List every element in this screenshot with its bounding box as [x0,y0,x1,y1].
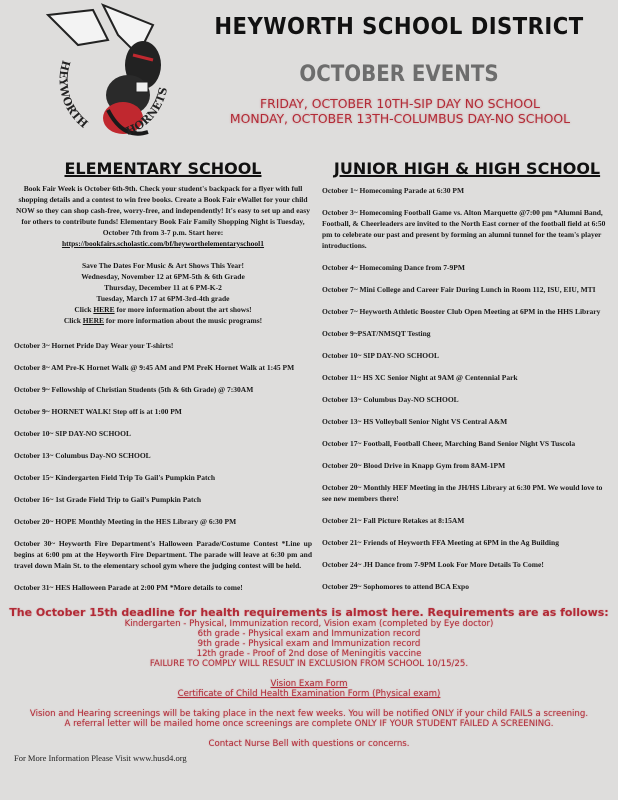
elementary-events-list [14,340,312,593]
event-item: October 13~ Columbus Day-NO SCHOOL [322,395,459,404]
book-fair-intro [14,183,312,249]
art-info-line: Click HERE for more information about the art shows! [74,305,252,314]
elementary-column [14,158,312,604]
show-dates [14,260,312,326]
page-subtitle: OCTOBER EVENTS [299,62,499,87]
heyworth-hornets-logo [18,0,188,150]
page-header [0,0,618,158]
physical-exam-form-link[interactable]: Certificate of Child Health Examination Form (Physical exam) [177,689,441,699]
event-item: October 10~ SIP DAY-NO SCHOOL [322,351,439,360]
health-requirements [8,606,610,749]
event-item: October 8~ AM Pre-K Hornet Walk @ 9:45 AM and PM PreK Hornet Walk at 1:45 PM [14,363,295,372]
requirement: 9th grade - Physical exam and Immunization record [197,639,421,649]
junior-high-events-list [322,183,612,592]
event-item: October 20~ Monthly HEF Meeting in the JH/HS Library at 6:30 PM. We would love to see new members there! [322,483,603,503]
junior-high-heading: JUNIOR HIGH & HIGH SCHOOL [333,159,601,178]
event-item: October 13~ Columbus Day-NO SCHOOL [14,451,151,460]
event-item: October 1~ Homecoming Parade at 6:30 PM [322,186,465,195]
footer-website: For More Information Please Visit www.husd4.org [14,753,187,763]
event-item: October 21~ Friends of Heyworth FFA Meeting at 6PM in the Ag Building [322,538,559,547]
elementary-heading: ELEMENTARY SCHOOL [64,159,262,178]
requirement: Kindergarten - Physical, Immunization record, Vision exam (completed by Eye doctor) [124,619,494,629]
columns [0,158,618,604]
vision-exam-form-link[interactable]: Vision Exam Form [270,679,348,689]
junior-high-column [322,158,612,604]
district-title: HEYWORTH SCHOOL DISTRICT [214,14,584,40]
event-item: October 15~ Kindergarten Field Trip To Gail's Pumpkin Patch [14,473,215,482]
health-heading: The October 15th deadline for health requirements is almost here. Requirements are as follows: [9,606,609,619]
event-item: October 21~ Fall Picture Retakes at 8:15AM [322,516,465,525]
no-school-notices [195,96,605,126]
event-item: October 20~ HOPE Monthly Meeting in the HES Library @ 6:30 PM [14,517,237,526]
save-dates-title: Save The Dates For Music & Art Shows This Year! [81,261,244,270]
art-shows-link[interactable]: HERE [93,305,115,314]
svg-text:HEYWORTH: HEYWORTH [56,59,91,131]
event-item: October 4~ Homecoming Dance from 7-9PM [322,263,465,272]
show-date: Thursday, December 11 at 6 PM-K-2 [104,283,222,292]
nurse-contact: Contact Nurse Bell with questions or concerns. [208,739,410,749]
requirement: 6th grade - Physical exam and Immunization record [197,629,421,639]
event-item: October 30~ Heyworth Fire Department's Halloween Parade/Costume Contest *Line up begins at 6:00 pm at the Heyworth Fire Department. The parade will leave at 6:30 pm and travel down Main St. to the elementary school gym where the judging contest will be held. [14,539,312,570]
event-item: October 17~ Football, Football Cheer, Marching Band Senior Night VS Tuscola [322,439,576,448]
show-date: Wednesday, November 12 at 6PM-5th & 6th Grade [81,272,245,281]
book-fair-link[interactable]: https://bookfairs.scholastic.com/bf/heyworthelementaryschool1 [61,239,265,248]
event-item: October 7~ Heyworth Athletic Booster Club Open Meeting at 6PM in the HHS Library [322,307,601,316]
event-item: October 9~ HORNET WALK! Step off is at 1:00 PM [14,407,182,416]
event-item: October 7~ Mini College and Career Fair During Lunch in Room 112, ISU, EIU, MTI [322,285,596,294]
event-item: October 10~ SIP DAY-NO SCHOOL [14,429,131,438]
show-date: Tuesday, March 17 at 6PM-3rd-4th grade [96,294,230,303]
event-item: October 20~ Blood Drive in Knapp Gym from 8AM-1PM [322,461,506,470]
event-item: October 3~ Hornet Pride Day Wear your T-shirts! [14,341,174,350]
event-item: October 3~ Homecoming Football Game vs. Alton Marquette @7:00 pm *Alumni Band, Football, & Cheerleaders are invited to the North East corner of the football field at 6:50 pm to celebrate our past and present by forming an alumni tunnel for the team's player introductions. [322,208,606,250]
notice-line: MONDAY, OCTOBER 13TH-COLUMBUS DAY-NO SCHOOL [229,111,571,126]
exclusion-warning: FAILURE TO COMPLY WILL RESULT IN EXCLUSION FROM SCHOOL 10/15/25. [149,659,469,669]
requirement: 12th grade - Proof of 2nd dose of Meningitis vaccine [196,649,422,659]
screening-notice: Vision and Hearing screenings will be taking place in the next few weeks. You will be notified ONLY if your child FAILS a screening. A referral letter will be mailed home once screenings are complete ONLY IF YOUR STUDENT FAILED A SCREENING. [29,709,589,729]
event-item: October 31~ HES Halloween Parade at 2:00 PM *More details to come! [14,583,243,592]
event-item: October 29~ Sophomores to attend BCA Expo [322,582,469,591]
book-fair-text: Book Fair Week is October 6th-9th. Check your student's backpack for a flyer with full shopping details and a contest to win free books. Create a Book Fair eWallet for your child NOW so they can shop cash-free, worry-free, and independently! It's easy to set up and easy for others to contribute funds! Elementary Book Fair Family Shopping Night is Tuesday, October 7th from 3-7 p.m. Start here: [16,184,310,237]
svg-text:HORNETS: HORNETS [123,85,171,138]
event-item: October 9~ Fellowship of Christian Students (5th & 6th Grade) @ 7:30AM [14,385,254,394]
event-item: October 11~ HS XC Senior Night at 9AM @ Centennial Park [322,373,518,382]
event-item: October 16~ 1st Grade Field Trip to Gail's Pumpkin Patch [14,495,202,504]
event-item: October 13~ HS Volleyball Senior Night VS Central A&M [322,417,508,426]
event-item: October 24~ JH Dance from 7-9PM Look For More Details To Come! [322,560,544,569]
event-item: October 9~PSAT/NMSQT Testing [322,329,431,338]
music-info-line: Click HERE for more information about the music programs! [63,316,263,325]
music-programs-link[interactable]: HERE [82,316,105,325]
notice-line: FRIDAY, OCTOBER 10TH-SIP DAY NO SCHOOL [260,96,540,111]
